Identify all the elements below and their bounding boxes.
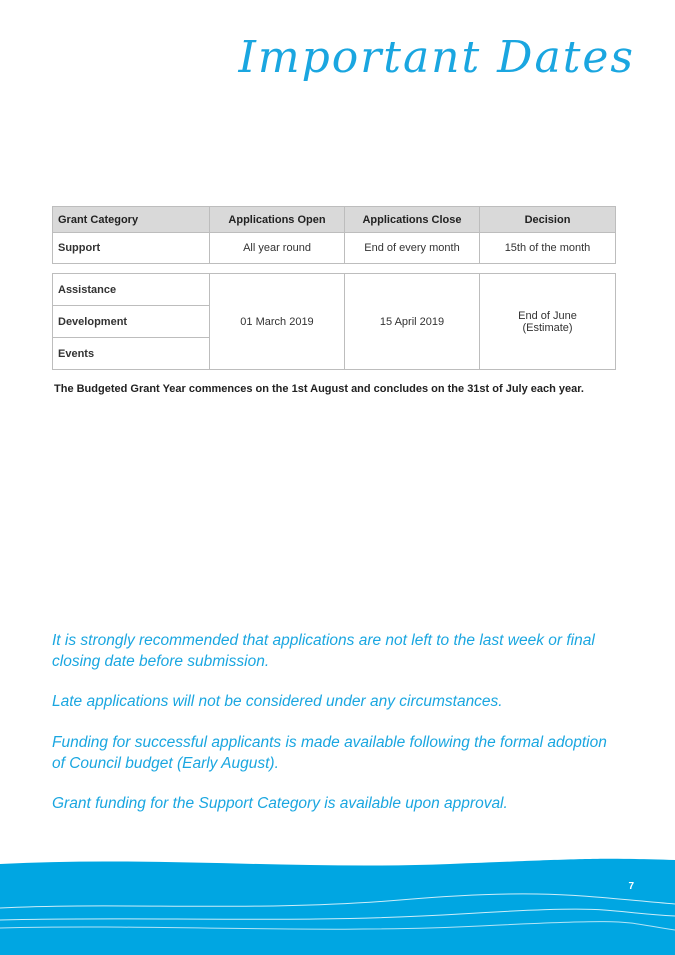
late-applications-text: Late applications will not be considered under any circumstances. [52, 693, 503, 710]
header-applications-close: Applications Close [345, 207, 480, 233]
cell-category: Assistance [53, 274, 210, 306]
header-decision: Decision [480, 207, 616, 233]
cell-open: 01 March 2019 [210, 274, 345, 370]
page-number: 7 [628, 881, 634, 892]
cell-close: 15 April 2019 [345, 274, 480, 370]
dates-table-groups [52, 273, 616, 370]
grant-year-note: The Budgeted Grant Year commences on the 1st August and concludes on the 31st of July each year. [54, 383, 584, 395]
cell-decision: 15th of the month [480, 233, 616, 264]
support-funding-text: Grant funding for the Support Category is available upon approval. [52, 795, 508, 812]
table-row [53, 274, 616, 306]
cell-category: Development [53, 306, 210, 338]
dates-table-header [52, 206, 616, 264]
cell-decision [480, 274, 616, 370]
table-header-row [53, 207, 616, 233]
table-row-support [53, 233, 616, 264]
footer-wave [0, 850, 675, 955]
page-title: Important Dates [238, 32, 635, 83]
decision-text: End of June (Estimate) [518, 309, 577, 334]
cell-category: Events [53, 338, 210, 370]
cell-open: All year round [210, 233, 345, 264]
header-applications-open: Applications Open [210, 207, 345, 233]
cell-close: End of every month [345, 233, 480, 264]
header-grant-category: Grant Category [53, 207, 210, 233]
funding-text: Funding for successful applicants is made available following the formal adoption of Council budget (Early August). [52, 734, 607, 772]
recommendation-text: It is strongly recommended that applications are not left to the last week or final closing date before submission. [52, 632, 595, 670]
cell-category: Support [53, 233, 210, 264]
